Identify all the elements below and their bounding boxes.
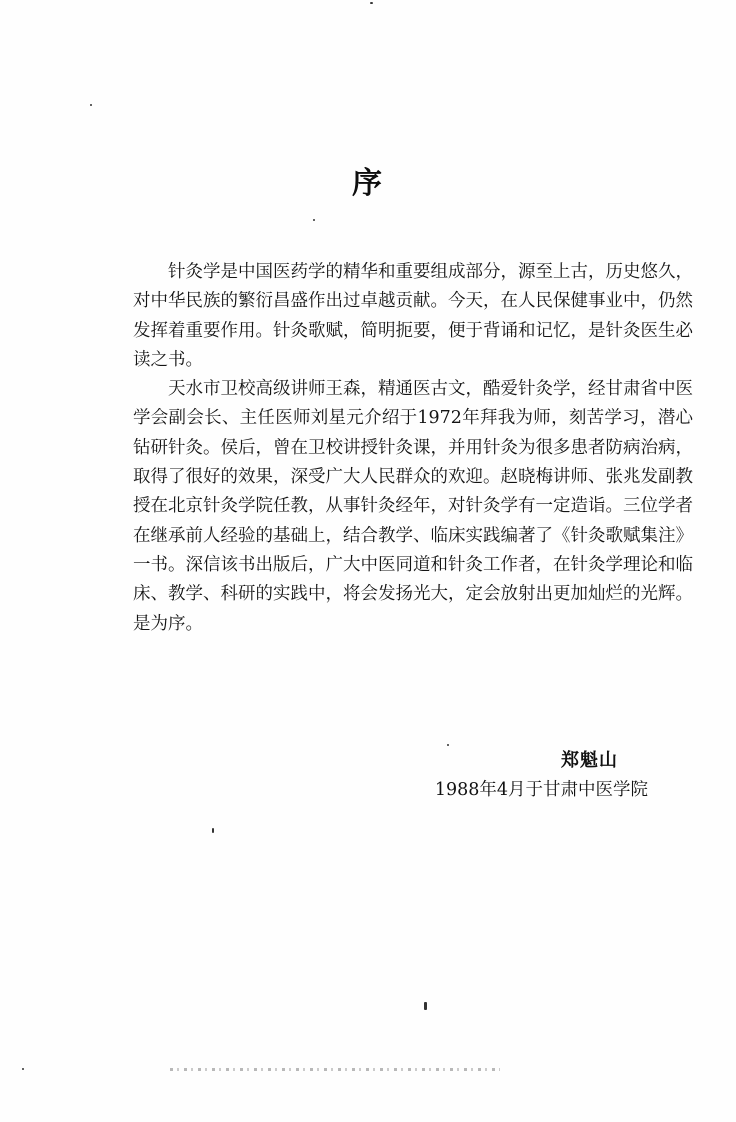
scan-speck [22, 1068, 24, 1070]
scan-speck [370, 2, 373, 4]
page-title: 序 [352, 166, 384, 201]
paragraph-1: 针灸学是中国医药学的精华和重要组成部分，源至上古，历史悠久，对中华民族的繁衍昌盛作出过卓越贡献。今天，在人民保健事业中，仍然发挥着重要作用。针灸歌赋，简明扼要，便于背诵和记忆，是针灸医生必读之书。 [133, 262, 693, 370]
scan-noise-line [170, 1068, 500, 1071]
scan-speck [90, 104, 92, 106]
scan-speck [447, 744, 449, 746]
scan-speck [424, 1002, 427, 1010]
preface-body [133, 258, 693, 639]
author-signature: 郑魁山 [561, 750, 618, 771]
scan-speck [313, 219, 315, 221]
date-place: 1988年4月于甘肃中医学院 [434, 780, 648, 800]
paragraph-2: 天水市卫校高级讲师王森，精通医古文，酷爱针灸学，经甘肃省中医学会副会长、主任医师刘星元介绍于1972年拜我为师，刻苦学习，潜心钻研针灸。侯后，曾在卫校讲授针灸课，并用针灸为很多患者防病治病，取得了很好的效果，深受广大人民群众的欢迎。赵晓梅讲师、张兆发副教授在北京针灸学院任教，从事针灸经年，对针灸学有一定造诣。三位学者在继承前人经验的基础上，结合教学、临床实践编著了《针灸歌赋集注》一书。深信该书出版后，广大中医同道和针灸工作者，在针灸学理论和临床、教学、科研的实践中，将会发扬光大，定会放射出更加灿烂的光辉。是为序。 [133, 379, 693, 634]
scan-speck [212, 828, 214, 833]
